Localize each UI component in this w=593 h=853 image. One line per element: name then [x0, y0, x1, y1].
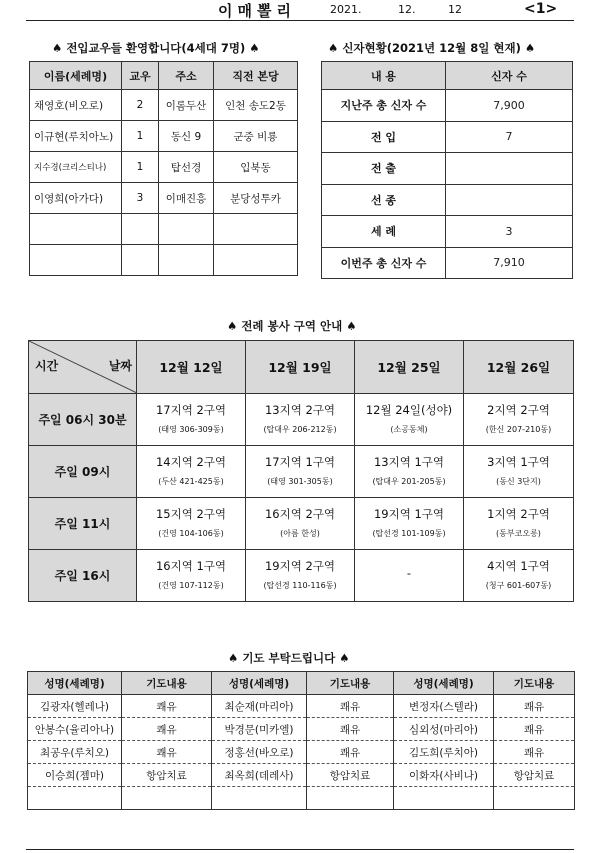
liturgy-duty-title: ♠ 전례 봉사 구역 안내 ♠ — [227, 319, 357, 333]
column-header: 기도내용 — [307, 672, 394, 695]
mass-time: 주일 06시 30분 — [29, 394, 137, 446]
duty-cell — [246, 446, 355, 498]
table-row — [28, 741, 575, 764]
previous-parish: 군중 비룡 — [214, 121, 298, 152]
duty-buildings: (건영 107-112동) — [158, 580, 224, 590]
column-header: 주소 — [159, 62, 214, 90]
prayer-intention: 쾌유 — [307, 718, 394, 741]
issue-year: 2021. — [330, 3, 362, 16]
table-row — [29, 446, 574, 498]
person-name: 최순재(마리아) — [212, 695, 307, 718]
mass-time: 주일 16시 — [29, 550, 137, 602]
stat-value — [446, 153, 573, 185]
stat-label: 전 출 — [322, 153, 446, 185]
column-header: 성명(세례명) — [28, 672, 122, 695]
table-header-row — [29, 341, 574, 394]
mass-time: 주일 09시 — [29, 446, 137, 498]
table-row — [29, 498, 574, 550]
duty-cell — [355, 550, 464, 602]
member-name: 지수경(크리스티나) — [30, 152, 122, 183]
membership-stats-table — [321, 61, 573, 279]
duty-district: 19지역 2구역 — [264, 558, 336, 573]
new-families-title: ♠ 전입교우들 환영합니다(4세대 7명) ♠ — [52, 41, 260, 55]
member-name: 채영호(비오로) — [30, 90, 122, 121]
duty-buildings: (동신 3단지) — [496, 476, 541, 486]
table-header-row — [322, 62, 573, 90]
member-name: 이규현(루치아노) — [30, 121, 122, 152]
column-header: 신자 수 — [446, 62, 573, 90]
duty-district: 17지역 2구역 — [155, 402, 227, 417]
duty-buildings: (한신 207-210동) — [485, 424, 552, 434]
table-header-row — [30, 62, 298, 90]
member-count: 1 — [122, 121, 159, 152]
duty-cell — [137, 498, 246, 550]
person-name — [394, 787, 494, 810]
duty-buildings: (청구 601-607동) — [485, 580, 552, 590]
person-name: 박경문(미카엘) — [212, 718, 307, 741]
duty-buildings: (탑대우 201-205동) — [372, 476, 446, 486]
prayer-intention: 쾌유 — [122, 695, 212, 718]
duty-buildings: (탑선경 110-116동) — [263, 580, 337, 590]
prayer-requests-table — [27, 671, 575, 810]
date-header: 12월 12일 — [137, 341, 246, 394]
duty-buildings: (태영 306-309동) — [158, 424, 224, 434]
table-row — [322, 247, 573, 279]
liturgy-duty-table — [28, 340, 574, 602]
previous-parish — [214, 245, 298, 276]
member-count — [122, 245, 159, 276]
duty-district: 1지역 2구역 — [487, 506, 550, 521]
table-row — [322, 153, 573, 185]
column-header: 직전 본당 — [214, 62, 298, 90]
member-address: 이매진흥 — [159, 183, 214, 214]
person-name: 최공우(루치오) — [28, 741, 122, 764]
duty-cell — [246, 498, 355, 550]
bulletin-title: 이매뽈리 — [218, 2, 296, 20]
column-header: 성명(세례명) — [212, 672, 307, 695]
table-row — [30, 90, 298, 121]
person-name: 최옥희(데레사) — [212, 764, 307, 787]
date-header: 12월 25일 — [355, 341, 464, 394]
table-row — [28, 695, 575, 718]
duty-district: 13지역 1구역 — [373, 454, 445, 469]
person-name: 김광자(헬레나) — [28, 695, 122, 718]
stat-value: 3 — [446, 216, 573, 248]
prayer-intention: 쾌유 — [494, 718, 575, 741]
mass-time: 주일 11시 — [29, 498, 137, 550]
member-name: 이영희(아가다) — [30, 183, 122, 214]
duty-buildings: (탑대우 206-212동) — [263, 424, 337, 434]
table-header-row — [28, 672, 575, 695]
table-row — [30, 152, 298, 183]
duty-cell — [137, 446, 246, 498]
stat-label: 지난주 총 신자 수 — [322, 90, 446, 122]
table-row — [29, 394, 574, 446]
prayer-intention: 쾌유 — [122, 718, 212, 741]
prayer-intention: 항암치료 — [494, 764, 575, 787]
person-name: 안봉수(율리아나) — [28, 718, 122, 741]
stat-value: 7,910 — [446, 247, 573, 279]
duty-buildings: (아름 한성) — [280, 528, 320, 538]
member-address — [159, 245, 214, 276]
duty-buildings: (두산 421-425동) — [158, 476, 224, 486]
previous-parish: 입북동 — [214, 152, 298, 183]
duty-cell — [246, 550, 355, 602]
stat-label: 이번주 총 신자 수 — [322, 247, 446, 279]
table-row — [322, 121, 573, 153]
duty-district: 17지역 1구역 — [264, 454, 336, 469]
previous-parish: 분당성투카 — [214, 183, 298, 214]
member-count: 2 — [122, 90, 159, 121]
person-name: 김도희(루치아) — [394, 741, 494, 764]
person-name: 이승희(젬마) — [28, 764, 122, 787]
table-row — [30, 183, 298, 214]
duty-district: 15지역 2구역 — [155, 506, 227, 521]
duty-cell — [355, 394, 464, 446]
corner-time-label: 시간 — [35, 359, 59, 373]
person-name — [28, 787, 122, 810]
duty-district: 14지역 2구역 — [155, 454, 227, 469]
duty-buildings: (동부코오롱) — [496, 528, 541, 538]
member-name — [30, 245, 122, 276]
column-header: 내 용 — [322, 62, 446, 90]
duty-district: - — [406, 566, 412, 580]
table-row — [30, 121, 298, 152]
duty-buildings: (건영 104-106동) — [158, 528, 224, 538]
member-count: 3 — [122, 183, 159, 214]
duty-cell — [464, 498, 574, 550]
date-header: 12월 19일 — [246, 341, 355, 394]
prayer-intention: 쾌유 — [307, 695, 394, 718]
member-count — [122, 214, 159, 245]
column-header: 기도내용 — [122, 672, 212, 695]
previous-parish: 인천 송도2동 — [214, 90, 298, 121]
duty-cell — [464, 550, 574, 602]
duty-buildings: (태영 301-305동) — [267, 476, 333, 486]
prayer-intention: 쾌유 — [307, 741, 394, 764]
date-header: 12월 26일 — [464, 341, 574, 394]
member-address — [159, 214, 214, 245]
duty-district: 3지역 1구역 — [487, 454, 550, 469]
duty-cell — [355, 498, 464, 550]
table-row — [322, 90, 573, 122]
person-name: 정홍선(바오로) — [212, 741, 307, 764]
table-row — [322, 216, 573, 248]
table-row — [30, 214, 298, 245]
column-header: 이름(세례명) — [30, 62, 122, 90]
duty-district: 2지역 2구역 — [487, 402, 550, 417]
duty-district: 19지역 1구역 — [373, 506, 445, 521]
person-name: 이화자(사비나) — [394, 764, 494, 787]
duty-district: 12월 24일(성야) — [365, 402, 453, 417]
time-date-corner — [29, 341, 137, 394]
column-header: 성명(세례명) — [394, 672, 494, 695]
table-row — [28, 764, 575, 787]
duty-cell — [246, 394, 355, 446]
prayer-intention — [122, 787, 212, 810]
member-address: 동신 9 — [159, 121, 214, 152]
stat-label: 전 입 — [322, 121, 446, 153]
member-address: 탑선경 — [159, 152, 214, 183]
prayer-intention: 쾌유 — [122, 741, 212, 764]
duty-district: 16지역 1구역 — [155, 558, 227, 573]
prayer-intention: 쾌유 — [494, 695, 575, 718]
duty-cell — [137, 550, 246, 602]
member-address: 이롬두산 — [159, 90, 214, 121]
prayer-intention: 항암치료 — [122, 764, 212, 787]
stat-label: 세 례 — [322, 216, 446, 248]
table-row — [29, 550, 574, 602]
duty-cell — [464, 446, 574, 498]
corner-date-label: 날짜 — [108, 359, 132, 373]
table-row — [30, 245, 298, 276]
duty-buildings: (소공동체) — [390, 424, 428, 434]
issue-month: 12. — [398, 3, 416, 16]
new-families-table — [29, 61, 298, 276]
member-name — [30, 214, 122, 245]
duty-cell — [355, 446, 464, 498]
duty-cell — [137, 394, 246, 446]
previous-parish — [214, 214, 298, 245]
column-header: 교우 — [122, 62, 159, 90]
table-row — [322, 184, 573, 216]
prayer-intention — [494, 787, 575, 810]
table-row — [28, 718, 575, 741]
prayer-intention: 항암치료 — [307, 764, 394, 787]
footer-divider — [26, 849, 574, 850]
stat-value: 7 — [446, 121, 573, 153]
duty-district: 16지역 2구역 — [264, 506, 336, 521]
prayer-intention: 쾌유 — [494, 741, 575, 764]
membership-stats-title: ♠ 신자현황(2021년 12월 8일 현재) ♠ — [328, 41, 536, 55]
stat-label: 선 종 — [322, 184, 446, 216]
member-count: 1 — [122, 152, 159, 183]
stat-value: 7,900 — [446, 90, 573, 122]
person-name: 심외성(마리아) — [394, 718, 494, 741]
person-name — [212, 787, 307, 810]
duty-buildings: (탑선경 101-109동) — [372, 528, 446, 538]
stat-value — [446, 184, 573, 216]
duty-cell — [464, 394, 574, 446]
table-row — [28, 787, 575, 810]
page-number: <1> — [524, 1, 558, 17]
person-name: 변정자(스텔라) — [394, 695, 494, 718]
issue-day: 12 — [448, 3, 462, 16]
duty-district: 4지역 1구역 — [487, 558, 550, 573]
duty-district: 13지역 2구역 — [264, 402, 336, 417]
prayer-intention — [307, 787, 394, 810]
header-divider — [26, 20, 574, 21]
prayer-requests-title: ♠ 기도 부탁드립니다 ♠ — [228, 651, 350, 665]
column-header: 기도내용 — [494, 672, 575, 695]
